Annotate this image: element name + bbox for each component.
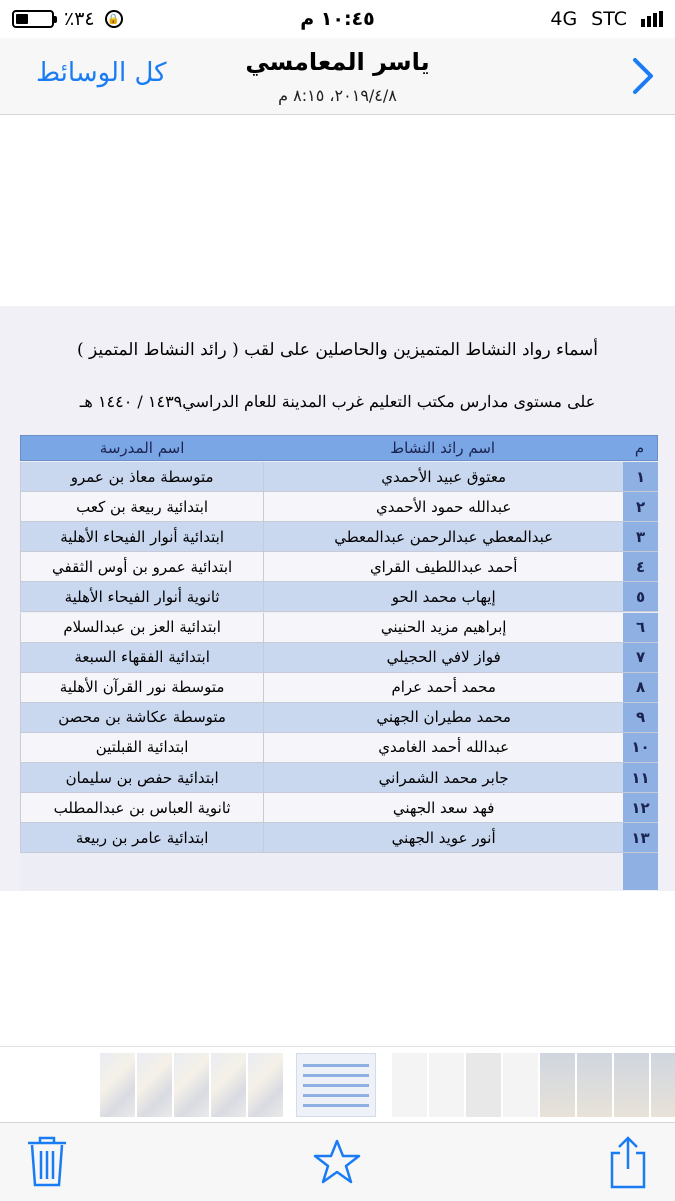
thumbnail[interactable]	[100, 1053, 135, 1117]
cell-name: جابر محمد الشمراني	[263, 763, 623, 792]
table-row	[20, 552, 658, 582]
table-row	[20, 613, 658, 643]
cell-number: ١٠	[623, 733, 658, 762]
cell-school: ابتدائية حفص بن سليمان	[20, 763, 263, 792]
cell-school: ابتدائية أنوار الفيحاء الأهلية	[20, 522, 263, 551]
thumbnail[interactable]	[540, 1053, 575, 1117]
table-header	[20, 435, 658, 461]
orientation-lock-icon: 🔒	[105, 10, 123, 28]
cell-school: ابتدائية عامر بن ربيعة	[20, 823, 263, 852]
cell-number: ٦	[623, 613, 658, 642]
thumbnail[interactable]	[392, 1053, 427, 1117]
header-school: اسم المدرسة	[99, 439, 185, 457]
cell-school: ابتدائية العز بن عبدالسلام	[20, 613, 263, 642]
cell-name: عبدالمعطي عبدالرحمن عبدالمعطي	[263, 522, 623, 551]
cell-school: متوسطة عكاشة بن محصن	[20, 703, 263, 732]
cell-number: ٨	[623, 673, 658, 702]
thumbnail[interactable]	[211, 1053, 246, 1117]
trash-icon[interactable]	[22, 1135, 72, 1189]
all-media-button[interactable]: كل الوسائط	[36, 58, 167, 88]
cell-name: عبدالله حمود الأحمدي	[263, 492, 623, 521]
table-row	[20, 733, 658, 763]
cell-name: أنور عويد الجهني	[263, 823, 623, 852]
cell-number: ١٣	[623, 823, 658, 852]
cell-name: محمد مطيران الجهني	[263, 703, 623, 732]
cell-number: ١٢	[623, 793, 658, 822]
photo-viewer[interactable]	[0, 306, 675, 891]
cell-school: ثانوية أنوار الفيحاء الأهلية	[20, 582, 263, 611]
cell-number: ٧	[623, 643, 658, 672]
document-title: أسماء رواد النشاط المتميزين والحاصلين على لقب ( رائد النشاط المتميز )	[76, 340, 599, 360]
thumbnail[interactable]	[503, 1053, 538, 1117]
cell-school: ابتدائية القبلتين	[20, 733, 263, 762]
cell-name: إبراهيم مزيد الحنيني	[263, 613, 623, 642]
thumbnail[interactable]	[137, 1053, 172, 1117]
clock: ١٠:٤٥ م	[300, 8, 375, 30]
cell-school: متوسطة معاذ بن عمرو	[20, 462, 263, 491]
number-column-tail	[623, 853, 658, 890]
thumbnail[interactable]	[174, 1053, 209, 1117]
header-number: م	[634, 439, 645, 457]
cell-name: أحمد عبداللطيف القراي	[263, 552, 623, 581]
navigation-bar	[0, 38, 675, 115]
cell-name: إيهاب محمد الحو	[263, 582, 623, 611]
thumbnail[interactable]	[651, 1053, 675, 1117]
star-icon[interactable]	[312, 1135, 362, 1189]
signal-icon	[641, 11, 663, 27]
thumbnail[interactable]	[577, 1053, 612, 1117]
cell-number: ٢	[623, 492, 658, 521]
status-bar	[0, 0, 675, 38]
status-right	[550, 8, 663, 30]
cell-name: محمد أحمد عرام	[263, 673, 623, 702]
table-row	[20, 643, 658, 673]
table-row	[20, 823, 658, 853]
cell-name: فواز لافي الحجيلي	[263, 643, 623, 672]
cell-school: ابتدائية عمرو بن أوس الثقفي	[20, 552, 263, 581]
thumbnail[interactable]	[614, 1053, 649, 1117]
message-date: ٢٠١٩/٤/٨، ٨:١٥ م	[278, 86, 397, 105]
thumbnail-selected[interactable]	[296, 1053, 376, 1117]
table-row	[20, 763, 658, 793]
table-row	[20, 522, 658, 552]
table-row	[20, 492, 658, 522]
table-row	[20, 462, 658, 492]
thumbnail-strip[interactable]	[0, 1046, 675, 1123]
thumbnail[interactable]	[466, 1053, 501, 1117]
cell-school: ابتدائية الفقهاء السبعة	[20, 643, 263, 672]
cell-school: متوسطة نور القرآن الأهلية	[20, 673, 263, 702]
share-icon[interactable]	[603, 1135, 653, 1189]
cell-number: ٣	[623, 522, 658, 551]
honorees-table	[20, 435, 658, 890]
thumbnail[interactable]	[429, 1053, 464, 1117]
cell-number: ١١	[623, 763, 658, 792]
document-subtitle: على مستوى مدارس مكتب التعليم غرب المدينة للعام الدراسي١٤٣٩ / ١٤٤٠ هـ	[79, 392, 596, 411]
cell-number: ٤	[623, 552, 658, 581]
cell-school: ثانوية العباس بن عبدالمطلب	[20, 793, 263, 822]
cell-number: ١	[623, 462, 658, 491]
thumbnail[interactable]	[248, 1053, 283, 1117]
cell-name: عبدالله أحمد الغامدي	[263, 733, 623, 762]
cell-name: معتوق عبيد الأحمدي	[263, 462, 623, 491]
table-row	[20, 673, 658, 703]
contact-name: ياسر المعامسي	[245, 48, 430, 76]
cell-name: فهد سعد الجهني	[263, 793, 623, 822]
table-row	[20, 793, 658, 823]
table-row	[20, 582, 658, 612]
cell-school: ابتدائية ربيعة بن كعب	[20, 492, 263, 521]
chevron-right-icon[interactable]	[625, 56, 661, 96]
network-type: 4G	[550, 8, 578, 30]
carrier-name: STC	[591, 8, 627, 30]
table-row	[20, 703, 658, 733]
header-name: اسم رائد النشاط	[390, 439, 496, 457]
cell-number: ٩	[623, 703, 658, 732]
bottom-toolbar	[0, 1122, 675, 1201]
battery-percent: ٪٣٤	[64, 8, 95, 30]
cell-number: ٥	[623, 582, 658, 611]
